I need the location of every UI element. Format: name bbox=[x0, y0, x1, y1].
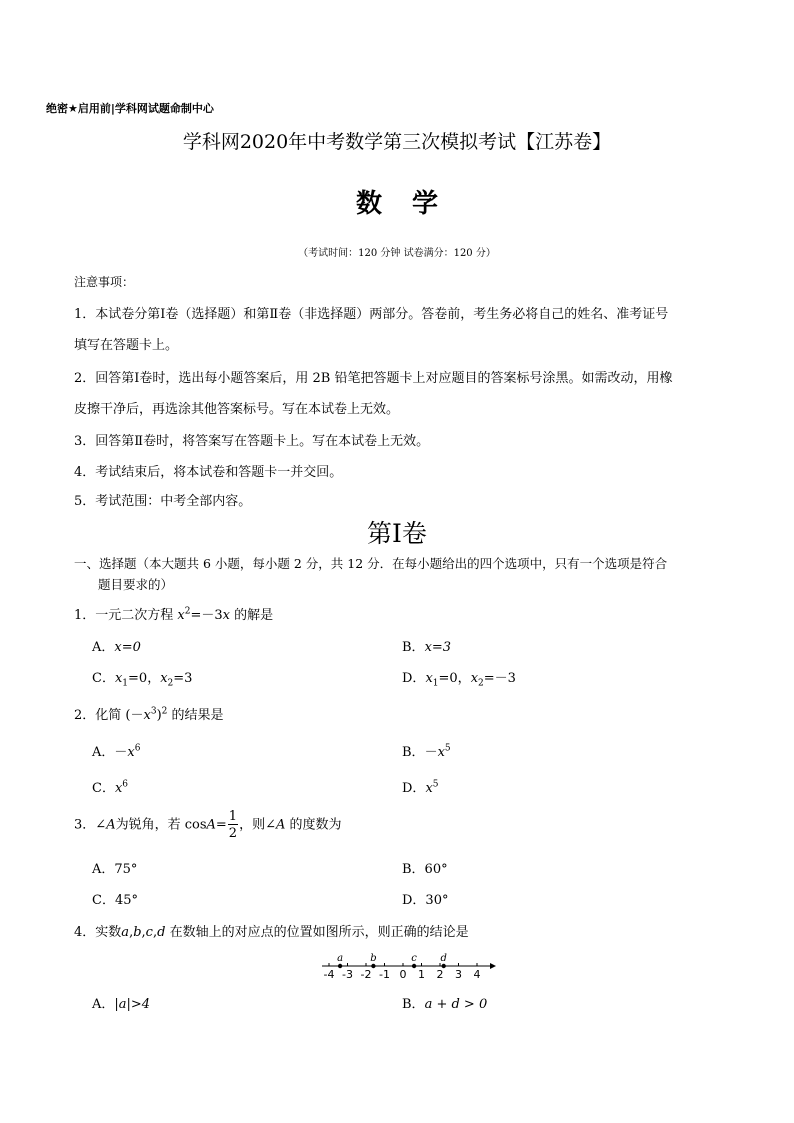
question-2: 2．化简 $(-x^3)^2$ 的结果是 bbox=[74, 706, 224, 723]
fraction-one-half: $\frac{1}{2}$ bbox=[228, 809, 238, 841]
note-line: 填写在答题卡上。 bbox=[74, 338, 179, 353]
number-line-tick-label: -4 bbox=[323, 968, 335, 981]
number-line-tick-label: -1 bbox=[379, 968, 390, 981]
number-line-arrow bbox=[490, 963, 496, 969]
question-3: 3．∠A为锐角，若 cosA= $\frac{1}{2}$ ，则∠A 的度数为 bbox=[74, 809, 342, 841]
number-line-tick-label: -3 bbox=[342, 968, 353, 981]
exam-title: 学科网2020年中考数学第三次模拟考试【江苏卷】 bbox=[182, 131, 612, 153]
q4-option-b: B．a + d > 0 bbox=[402, 997, 488, 1012]
part-instructions: 一、选择题（本大题共 6 小题，每小题 2 分，共 12 分．在每小题给出的四个选项中，只有一个选项是符合 bbox=[74, 556, 668, 571]
q3-option-d: D．30° bbox=[402, 893, 449, 908]
number-line-point-label: c bbox=[411, 953, 417, 964]
number-line-tick-label: 3 bbox=[455, 968, 462, 981]
note-line: 1．本试卷分第Ⅰ卷（选择题）和第Ⅱ卷（非选择题）两部分。答卷前，考生务必将自己的姓名、准考证号 bbox=[74, 307, 669, 322]
q2-option-c: C．$x^6$ bbox=[92, 779, 129, 796]
note-line: 2．回答第Ⅰ卷时，选出每小题答案后，用 2B 铅笔把答题卡上对应题目的答案标号涂黑。如需改动，用橡 bbox=[74, 371, 673, 386]
notes-heading: 注意事项： bbox=[74, 275, 135, 289]
number-line-point-label: b bbox=[370, 953, 377, 964]
q3-option-c: C．45° bbox=[92, 893, 138, 908]
number-line-point-a bbox=[338, 964, 342, 968]
number-line-point-label: a bbox=[337, 953, 344, 964]
number-line-point-d bbox=[442, 964, 446, 968]
number-line-figure bbox=[318, 946, 498, 982]
note-line: 3．回答第Ⅱ卷时，将答案写在答题卡上。写在本试卷上无效。 bbox=[74, 434, 430, 449]
exam-info: （考试时间：120 分钟 试卷满分：120 分） bbox=[298, 248, 496, 259]
q1-option-a: A．x=0 bbox=[92, 640, 141, 655]
number-line-tick-label: 2 bbox=[436, 968, 444, 981]
number-line-point-c bbox=[412, 964, 416, 968]
number-line-tick-label: -2 bbox=[360, 968, 372, 981]
q1-option-d: D．$x_1=0$，$x_2=-3$ bbox=[402, 671, 516, 689]
number-line-tick-label: 1 bbox=[418, 968, 425, 981]
part-instructions-cont: 题目要求的） bbox=[98, 577, 174, 592]
number-line-tick-label: 0 bbox=[399, 968, 407, 981]
confidential-label: 绝密★启用前|学科网试题命制中心 bbox=[46, 102, 214, 115]
q2-option-b: B．$-x^5$ bbox=[402, 743, 451, 760]
number-line-point-label: d bbox=[440, 953, 447, 964]
question-4: 4．实数a,b,c,d 在数轴上的对应点的位置如图所示，则正确的结论是 bbox=[74, 925, 469, 940]
section-title: 第Ⅰ卷 bbox=[367, 519, 427, 548]
note-line: 5．考试范围：中考全部内容。 bbox=[74, 494, 252, 509]
q3-option-b: B．60° bbox=[402, 862, 448, 877]
q3-option-a: A．75° bbox=[92, 862, 138, 877]
q4-option-a: A．|a|>4 bbox=[92, 997, 151, 1012]
subject-title: 数学 bbox=[355, 189, 468, 219]
note-line: 4．考试结束后，将本试卷和答题卡一并交回。 bbox=[74, 465, 343, 480]
note-line: 皮擦干净后，再选涂其他答案标号。写在本试卷上无效。 bbox=[74, 402, 400, 417]
q1-option-b: B．x=3 bbox=[402, 640, 452, 655]
number-line-tick-label: 4 bbox=[473, 968, 481, 981]
q2-option-a: A．$-x^6$ bbox=[92, 743, 141, 760]
q1-option-c: C．$x_1=0$，$x_2=3$ bbox=[92, 671, 193, 689]
question-1: 1．一元二次方程 $x^2=-3x$ 的解是 bbox=[74, 606, 274, 623]
q2-option-d: D．$x^5$ bbox=[402, 779, 439, 796]
number-line-point-b bbox=[371, 964, 375, 968]
